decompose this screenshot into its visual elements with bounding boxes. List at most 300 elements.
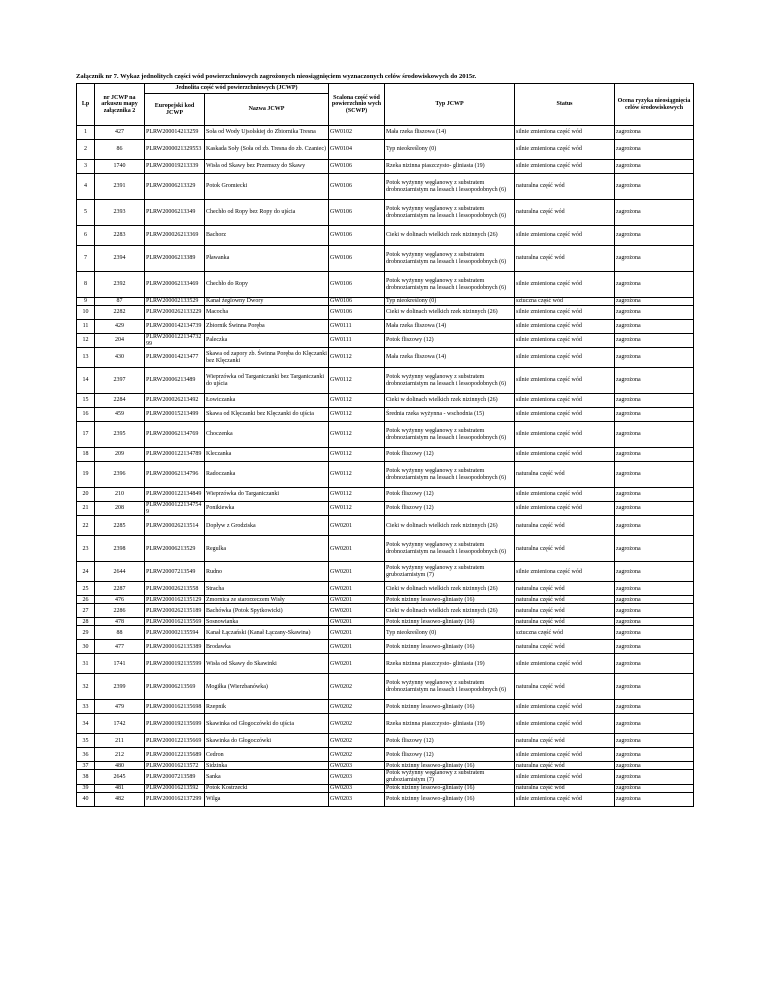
cell-map: 1741 [95, 654, 145, 674]
cell-lp: 36 [77, 748, 95, 762]
table-row [77, 626, 694, 640]
cell-code: PLRW2000021329553 [145, 140, 205, 160]
cell-scwp: GW0201 [329, 516, 385, 536]
cell-risk: zagrożona [615, 462, 694, 488]
cell-risk: zagrożona [615, 320, 694, 334]
header-type: Typ JCWP [385, 84, 515, 126]
cell-lp: 4 [77, 174, 95, 200]
cell-type: Potok nizinny lessowo-gliniasty (16) [385, 618, 515, 626]
cell-risk: zagrożona [615, 368, 694, 394]
cell-risk: zagrożona [615, 762, 694, 770]
cell-code: PLRW200026213492 [145, 394, 205, 408]
cell-name: Łowiczanka [205, 394, 329, 408]
cell-name: Ponikiewka [205, 502, 329, 516]
cell-name: Chechło od Ropy bez Ropy do ujścia [205, 200, 329, 226]
table-row [77, 174, 694, 200]
cell-code: PLRW2000192135699 [145, 714, 205, 734]
cell-status: silnie zmieniona część wód [515, 394, 615, 408]
cell-name: Zmornica ze starorzeczem Wisły [205, 596, 329, 604]
cell-scwp: GW0106 [329, 174, 385, 200]
cell-code: PLRW20006213529 [145, 536, 205, 562]
cell-status: naturalna część wód [515, 762, 615, 770]
cell-type: Potok wyżynny węglanowy z substratem drobnoziarnistym na lessach i lessopodobnych (6) [385, 536, 515, 562]
cell-map: 476 [95, 596, 145, 604]
cell-status: naturalna część wód [515, 536, 615, 562]
header-name: Nazwa JCWP [205, 94, 329, 126]
cell-map: 210 [95, 488, 145, 502]
cell-risk: zagrożona [615, 792, 694, 806]
table-row [77, 748, 694, 762]
table-row [77, 516, 694, 536]
cell-name: Kanał żeglowny Dwory [205, 298, 329, 306]
table-row [77, 462, 694, 488]
cell-map: 2644 [95, 562, 145, 582]
table-row [77, 226, 694, 246]
cell-lp: 12 [77, 334, 95, 348]
cell-map: 87 [95, 298, 145, 306]
cell-code: PLRW2000142134739 [145, 320, 205, 334]
cell-risk: zagrożona [615, 348, 694, 368]
header-map-number: nr JCWP na arkuszu mapy załącznika 2 [95, 84, 145, 126]
cell-scwp: GW0201 [329, 604, 385, 618]
cell-code: PLRW2000162135389 [145, 640, 205, 654]
table-row [77, 368, 694, 394]
cell-code: PLRW2000122134754 9 [145, 502, 205, 516]
table-row [77, 618, 694, 626]
cell-name: Skawinka od Głogoczówki do ujścia [205, 714, 329, 734]
cell-code: PLRW2000162135129 [145, 596, 205, 604]
cell-lp: 32 [77, 674, 95, 700]
cell-type: Potok nizinny lessowo-gliniasty (16) [385, 640, 515, 654]
cell-lp: 9 [77, 298, 95, 306]
cell-code: PLRW200062134769 [145, 422, 205, 448]
cell-type: Cieki w dolinach wielkich rzek nizinnych (26) [385, 394, 515, 408]
cell-code: PLRW2000162135569 [145, 618, 205, 626]
cell-name: Bachorz [205, 226, 329, 246]
page-title: Załącznik nr 7. Wykaz jednolitych części wód powierzchniowych zagrożonych nieosiągnięciem wyznaczonych celów środowiskowych do 2015r. [76, 73, 477, 80]
cell-map: 2282 [95, 306, 145, 320]
cell-lp: 35 [77, 734, 95, 748]
cell-name: Kaskada Soły (Soła od zb. Tresna do zb. Czaniec) [205, 140, 329, 160]
cell-scwp: GW0203 [329, 784, 385, 792]
cell-code: PLRW2000162135698 [145, 700, 205, 714]
cell-code: PLRW20007213589 [145, 770, 205, 784]
cell-type: Cieki w dolinach wielkich rzek nizinnych (26) [385, 516, 515, 536]
cell-type: Potok wyżynny węglanowy z substratem drobnoziarnistym na lessach i lessopodobnych (6) [385, 368, 515, 394]
cell-code: PLRW2000192135599 [145, 654, 205, 674]
cell-risk: zagrożona [615, 748, 694, 762]
cell-name: Potok Kostrzecki [205, 784, 329, 792]
cell-map: 2398 [95, 536, 145, 562]
table-row [77, 654, 694, 674]
table-row [77, 640, 694, 654]
cell-scwp: GW0202 [329, 714, 385, 734]
cell-scwp: GW0106 [329, 298, 385, 306]
cell-lp: 13 [77, 348, 95, 368]
cell-risk: zagrożona [615, 488, 694, 502]
cell-lp: 15 [77, 394, 95, 408]
cell-map: 2399 [95, 674, 145, 700]
cell-map: 2392 [95, 272, 145, 298]
cell-risk: zagrożona [615, 408, 694, 422]
cell-map: 211 [95, 734, 145, 748]
table-row [77, 784, 694, 792]
cell-name: Brodawka [205, 640, 329, 654]
cell-name: Skawa od zapory zb. Świnna Poręba do Klęczanki bez Klęczanki [205, 348, 329, 368]
cell-type: Cieki w dolinach wielkich rzek nizinnych (26) [385, 226, 515, 246]
cell-status: naturalna część wód [515, 734, 615, 748]
cell-scwp: GW0202 [329, 734, 385, 748]
cell-type: Średnia rzeka wyżynna - wschodnia (15) [385, 408, 515, 422]
cell-risk: zagrożona [615, 126, 694, 140]
cell-name: Radoczanka [205, 462, 329, 488]
cell-scwp: GW0201 [329, 618, 385, 626]
cell-type: Potok wyżynny węglanowy z substratem drobnoziarnistym na lessach i lessopodobnych (6) [385, 200, 515, 226]
cell-risk: zagrożona [615, 562, 694, 582]
table-row [77, 604, 694, 618]
cell-lp: 26 [77, 596, 95, 604]
cell-map: 2391 [95, 174, 145, 200]
header-lp: Lp [77, 84, 95, 126]
cell-type: Potok nizinny lessowo-gliniasty (16) [385, 784, 515, 792]
cell-status: silnie zmieniona część wód [515, 348, 615, 368]
cell-lp: 22 [77, 516, 95, 536]
cell-map: 2287 [95, 582, 145, 596]
cell-map: 482 [95, 792, 145, 806]
cell-code: PLRW20006213389 [145, 246, 205, 272]
cell-risk: zagrożona [615, 640, 694, 654]
cell-lp: 24 [77, 562, 95, 582]
cell-scwp: GW0106 [329, 226, 385, 246]
table-row [77, 562, 694, 582]
cell-scwp: GW0201 [329, 562, 385, 582]
cell-scwp: GW0111 [329, 320, 385, 334]
cell-scwp: GW0201 [329, 582, 385, 596]
table-row [77, 734, 694, 748]
cell-scwp: GW0102 [329, 126, 385, 140]
cell-risk: zagrożona [615, 596, 694, 604]
cell-status: silnie zmieniona część wód [515, 792, 615, 806]
cell-code: PLRW20007213549 [145, 562, 205, 582]
table-row [77, 334, 694, 348]
cell-scwp: GW0201 [329, 654, 385, 674]
cell-scwp: GW0104 [329, 140, 385, 160]
cell-type: Rzeka nizinna piaszczysto- gliniasta (19) [385, 714, 515, 734]
cell-map: 2285 [95, 516, 145, 536]
cell-map: 427 [95, 126, 145, 140]
cell-code: PLRW200019213339 [145, 160, 205, 174]
cell-lp: 11 [77, 320, 95, 334]
cell-type: Mała rzeka fliszowa (14) [385, 320, 515, 334]
table-row [77, 298, 694, 306]
cell-risk: zagrożona [615, 298, 694, 306]
cell-type: Typ nieokreślony (0) [385, 140, 515, 160]
cell-lp: 16 [77, 408, 95, 422]
cell-type: Potok fliszowy (12) [385, 734, 515, 748]
cell-scwp: GW0202 [329, 748, 385, 762]
cell-code: PLRW200026213558 [145, 582, 205, 596]
cell-name: Kleczanka [205, 448, 329, 462]
cell-map: 1740 [95, 160, 145, 174]
cell-name: Wilga [205, 792, 329, 806]
cell-type: Typ nieokreślony (0) [385, 298, 515, 306]
cell-map: 1742 [95, 714, 145, 734]
cell-name: Wisła od Skawy bez Przemszy do Skawy [205, 160, 329, 174]
table-row [77, 792, 694, 806]
cell-status: naturalna część wód [515, 784, 615, 792]
table-row [77, 160, 694, 174]
cell-status: silnie zmieniona część wód [515, 488, 615, 502]
cell-lp: 5 [77, 200, 95, 226]
cell-status: naturalna część wód [515, 582, 615, 596]
cell-scwp: GW0201 [329, 640, 385, 654]
cell-name: Stracha [205, 582, 329, 596]
cell-risk: zagrożona [615, 394, 694, 408]
cell-lp: 2 [77, 140, 95, 160]
cell-status: silnie zmieniona część wód [515, 422, 615, 448]
cell-status: naturalna część wód [515, 246, 615, 272]
header-code: Europejski kod JCWP [145, 94, 205, 126]
cell-lp: 23 [77, 536, 95, 562]
cell-map: 2283 [95, 226, 145, 246]
cell-code: PLRW2000162137299 [145, 792, 205, 806]
cell-status: naturalna część wód [515, 596, 615, 604]
cell-map: 478 [95, 618, 145, 626]
cell-type: Potok fliszowy (12) [385, 448, 515, 462]
cell-code: PLRW200015213499 [145, 408, 205, 422]
cell-status: silnie zmieniona część wód [515, 368, 615, 394]
cell-code: PLRW2000122134789 [145, 448, 205, 462]
cell-lp: 40 [77, 792, 95, 806]
table-row [77, 714, 694, 734]
cell-map: 208 [95, 502, 145, 516]
cell-lp: 29 [77, 626, 95, 640]
cell-type: Potok wyżynny węglanowy z substratem drobnoziarnistym na lessach i lessopodobnych (6) [385, 246, 515, 272]
table-row [77, 674, 694, 700]
table-row [77, 348, 694, 368]
cell-status: silnie zmieniona część wód [515, 160, 615, 174]
cell-lp: 18 [77, 448, 95, 462]
cell-scwp: GW0112 [329, 422, 385, 448]
cell-risk: zagrożona [615, 516, 694, 536]
cell-lp: 14 [77, 368, 95, 394]
cell-code: PLRW20006213349 [145, 200, 205, 226]
cell-lp: 3 [77, 160, 95, 174]
cell-status: naturalna część wód [515, 618, 615, 626]
cell-risk: zagrożona [615, 174, 694, 200]
cell-scwp: GW0106 [329, 160, 385, 174]
cell-code: PLRW2000122135669 [145, 734, 205, 748]
cell-code: PLRW200014213259 [145, 126, 205, 140]
cell-name: Cedron [205, 748, 329, 762]
cell-type: Potok fliszowy (12) [385, 488, 515, 502]
cell-name: Bachówka (Potok Spytkowicki) [205, 604, 329, 618]
cell-name: Potok Gromiecki [205, 174, 329, 200]
cell-status: naturalna część wód [515, 640, 615, 654]
cell-risk: zagrożona [615, 160, 694, 174]
cell-lp: 33 [77, 700, 95, 714]
cell-code: PLRW200014213477 [145, 348, 205, 368]
cell-lp: 27 [77, 604, 95, 618]
cell-scwp: GW0111 [329, 334, 385, 348]
table-row [77, 448, 694, 462]
cell-type: Potok wyżynny węglanowy z substratem drobnoziarnistym na lessach i lessopodobnych (6) [385, 674, 515, 700]
cell-map: 2286 [95, 604, 145, 618]
cell-map: 481 [95, 784, 145, 792]
cell-status: silnie zmieniona część wód [515, 306, 615, 320]
table-row [77, 762, 694, 770]
water-bodies-table [76, 83, 694, 807]
table-row [77, 582, 694, 596]
table-row [77, 306, 694, 320]
cell-name: Choczenka [205, 422, 329, 448]
table-row [77, 596, 694, 604]
cell-name: Mogiłka (Wierzbanówka) [205, 674, 329, 700]
cell-status: naturalna część wód [515, 604, 615, 618]
cell-map: 2284 [95, 394, 145, 408]
cell-map: 2396 [95, 462, 145, 488]
cell-type: Potok wyżynny węglanowy z substratem gruboziarnistym (7) [385, 770, 515, 784]
cell-name: Wisła od Skawy do Skawinki [205, 654, 329, 674]
cell-map: 479 [95, 700, 145, 714]
cell-scwp: GW0201 [329, 596, 385, 604]
cell-type: Potok wyżynny węglanowy z substratem gruboziarnistym (7) [385, 562, 515, 582]
cell-type: Potok nizinny lessowo-gliniasty (16) [385, 762, 515, 770]
cell-name: Zbiornik Świnna Poręba [205, 320, 329, 334]
cell-scwp: GW0106 [329, 200, 385, 226]
cell-lp: 34 [77, 714, 95, 734]
header-risk: Ocena ryzyka nieosiągnięcia celów środowiskowych [615, 84, 694, 126]
cell-risk: zagrożona [615, 536, 694, 562]
cell-type: Cieki w dolinach wielkich rzek nizinnych (26) [385, 604, 515, 618]
cell-status: sztuczna część wód [515, 626, 615, 640]
cell-risk: zagrożona [615, 626, 694, 640]
cell-status: silnie zmieniona część wód [515, 448, 615, 462]
cell-map: 477 [95, 640, 145, 654]
cell-risk: zagrożona [615, 448, 694, 462]
table-row [77, 394, 694, 408]
cell-scwp: GW0203 [329, 770, 385, 784]
cell-type: Potok wyżynny węglanowy z substratem drobnoziarnistym na lessach i lessopodobnych (6) [385, 422, 515, 448]
cell-code: PLRW200016213572 [145, 762, 205, 770]
table-row [77, 126, 694, 140]
cell-map: 204 [95, 334, 145, 348]
cell-name: Skawa od Klęczanki bez Klęczanki do ujścia [205, 408, 329, 422]
cell-scwp: GW0112 [329, 462, 385, 488]
cell-scwp: GW0202 [329, 674, 385, 700]
cell-type: Cieki w dolinach wielkich rzek nizinnych (26) [385, 582, 515, 596]
cell-code: PLRW2000262135189 [145, 604, 205, 618]
cell-map: 2394 [95, 246, 145, 272]
cell-name: Pławanka [205, 246, 329, 272]
cell-code: PLRW20006213329 [145, 174, 205, 200]
cell-status: naturalna część wód [515, 516, 615, 536]
cell-lp: 1 [77, 126, 95, 140]
cell-scwp: GW0112 [329, 488, 385, 502]
cell-scwp: GW0106 [329, 246, 385, 272]
cell-status: silnie zmieniona część wód [515, 562, 615, 582]
cell-risk: zagrożona [615, 502, 694, 516]
cell-status: silnie zmieniona część wód [515, 334, 615, 348]
cell-code: PLRW2000122135689 [145, 748, 205, 762]
cell-lp: 25 [77, 582, 95, 596]
cell-name: Sosnowianka [205, 618, 329, 626]
table-row [77, 200, 694, 226]
header-jcwp-group: Jednolita część wód powierzchniowych (JCWP) [145, 84, 329, 94]
cell-scwp: GW0202 [329, 700, 385, 714]
cell-code: PLRW200062134796 [145, 462, 205, 488]
table-row [77, 246, 694, 272]
table-row [77, 320, 694, 334]
cell-risk: zagrożona [615, 714, 694, 734]
cell-lp: 39 [77, 784, 95, 792]
cell-risk: zagrożona [615, 734, 694, 748]
cell-code: PLRW200002135594 [145, 626, 205, 640]
cell-lp: 30 [77, 640, 95, 654]
cell-lp: 19 [77, 462, 95, 488]
cell-scwp: GW0203 [329, 792, 385, 806]
cell-risk: zagrożona [615, 246, 694, 272]
cell-code: PLRW200026213514 [145, 516, 205, 536]
cell-code: PLRW20006213489 [145, 368, 205, 394]
cell-scwp: GW0106 [329, 272, 385, 298]
table-row [77, 700, 694, 714]
cell-type: Potok nizinny lessowo-gliniasty (16) [385, 700, 515, 714]
table-row [77, 140, 694, 160]
table-body [77, 126, 694, 807]
cell-scwp: GW0201 [329, 536, 385, 562]
cell-map: 86 [95, 140, 145, 160]
table-row [77, 422, 694, 448]
cell-status: silnie zmieniona część wód [515, 126, 615, 140]
cell-type: Potok fliszowy (12) [385, 502, 515, 516]
cell-name: Wieprzówka do Targaniczanki [205, 488, 329, 502]
header-status: Status [515, 84, 615, 126]
cell-code: PLRW200062133469 [145, 272, 205, 298]
cell-risk: zagrożona [615, 582, 694, 596]
cell-status: silnie zmieniona część wód [515, 226, 615, 246]
cell-status: sztuczna część wód [515, 298, 615, 306]
cell-code: PLRW2000122134849 [145, 488, 205, 502]
cell-lp: 6 [77, 226, 95, 246]
cell-name: Paleczka [205, 334, 329, 348]
cell-name: Dopływ z Grodziska [205, 516, 329, 536]
cell-scwp: GW0112 [329, 448, 385, 462]
cell-map: 430 [95, 348, 145, 368]
table-row [77, 408, 694, 422]
cell-risk: zagrożona [615, 784, 694, 792]
cell-lp: 7 [77, 246, 95, 272]
cell-map: 2393 [95, 200, 145, 226]
cell-status: silnie zmieniona część wód [515, 654, 615, 674]
cell-lp: 10 [77, 306, 95, 320]
cell-type: Potok nizinny lessowo-gliniasty (16) [385, 596, 515, 604]
cell-map: 429 [95, 320, 145, 334]
cell-code: PLRW2000122134732 99 [145, 334, 205, 348]
table-row [77, 272, 694, 298]
cell-risk: zagrożona [615, 674, 694, 700]
cell-map: 2397 [95, 368, 145, 394]
cell-type: Typ nieokreślony (0) [385, 626, 515, 640]
cell-scwp: GW0201 [329, 626, 385, 640]
cell-scwp: GW0112 [329, 408, 385, 422]
cell-map: 212 [95, 748, 145, 762]
cell-status: silnie zmieniona część wód [515, 748, 615, 762]
cell-lp: 17 [77, 422, 95, 448]
cell-lp: 28 [77, 618, 95, 626]
header-scwp: Scalona część wód powierzchnio wych (SCWP) [329, 84, 385, 126]
cell-map: 459 [95, 408, 145, 422]
